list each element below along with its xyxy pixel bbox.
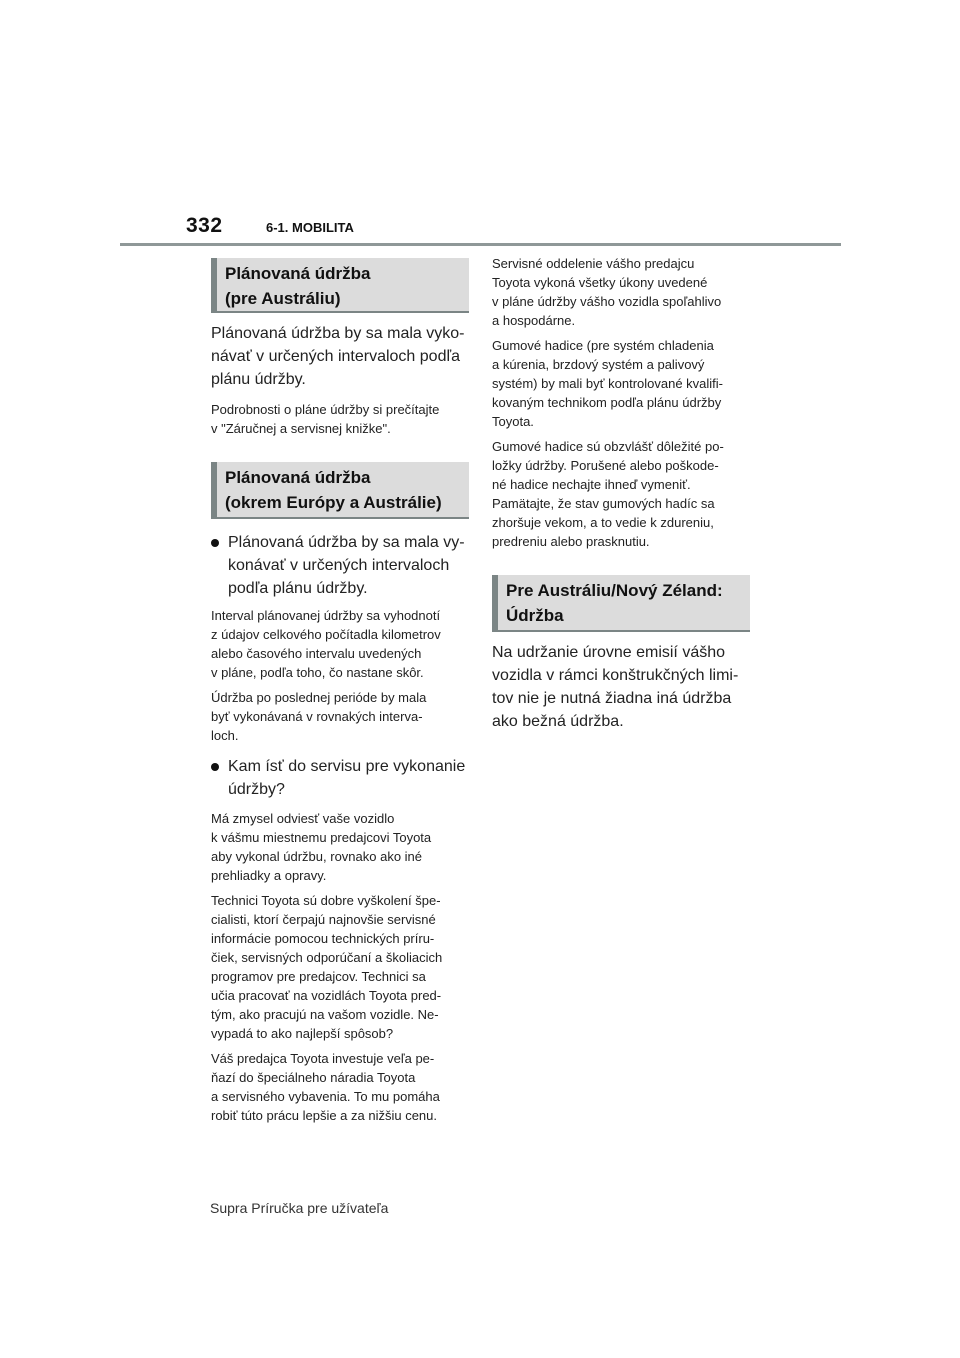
text-line: a hospodárne. <box>492 313 576 328</box>
text-line: byť vykonávaná v rovnakých interva- <box>211 709 423 724</box>
text-line: podľa plánu údržby. <box>228 580 368 597</box>
text-line: systém) by mali byť kontrolované kvalifi- <box>492 376 724 391</box>
text-line: informácie pomocou technických príru- <box>211 931 435 946</box>
text-line: v pláne údržby vášho vozidla spoľahlivo <box>492 294 722 309</box>
text-line: údržby? <box>228 781 285 798</box>
body-paragraph <box>211 688 469 745</box>
text-line: kovaným technikom podľa plánu údržby <box>492 395 722 410</box>
text-line: a servisného vybavenia. To mu pomáha <box>211 1089 440 1104</box>
header-divider <box>120 243 841 246</box>
text-line: konávať v určených intervaloch <box>228 557 450 574</box>
heading-line: Plánovaná údržba <box>225 264 371 283</box>
body-paragraph <box>492 254 750 330</box>
text-line: né hadice nechajte ihneď vymeniť. <box>492 477 691 492</box>
lead-paragraph <box>211 322 469 391</box>
text-line: Toyota. <box>492 414 534 429</box>
body-paragraph <box>211 891 469 1043</box>
text-line: v pláne, podľa toho, čo nastane skôr. <box>211 665 424 680</box>
text-line: zhoršuje vekom, a to vedie k zdureniu, <box>492 515 714 530</box>
heading-line: Pre Austráliu/Nový Zéland: <box>506 581 723 600</box>
body-paragraph <box>492 437 750 551</box>
text-line: ňazí do špeciálneho náradia Toyota <box>211 1070 416 1085</box>
text-line: ako bežná údržba. <box>492 713 624 730</box>
lead-paragraph <box>492 641 750 733</box>
page-number: 332 <box>186 214 223 237</box>
text-line: plánu údržby. <box>211 371 306 388</box>
heading-line: Plánovaná údržba <box>225 468 371 487</box>
text-line: Gumové hadice sú obzvlášť dôležité po- <box>492 439 724 454</box>
bullet-dot-icon <box>211 763 219 771</box>
text-line: ložky údržby. Porušené alebo poškode- <box>492 458 719 473</box>
text-line: učia pracovať na vozidlách Toyota pred- <box>211 988 442 1003</box>
text-line: Údržba po poslednej perióde by mala <box>211 690 427 705</box>
text-line: Servisné oddelenie vášho predajcu <box>492 256 695 271</box>
left-column <box>211 258 469 1125</box>
footer-text: Supra Príručka pre užívateľa <box>210 1200 389 1216</box>
bullet-dot-icon <box>211 539 219 547</box>
text-line: z údajov celkového počítadla kilometrov <box>211 627 441 642</box>
text-line: Plánovaná údržba by sa mala vyko- <box>211 325 465 342</box>
bullet-item <box>211 755 469 801</box>
text-line: a kúrenia, brzdový systém a palivový <box>492 357 705 372</box>
heading-planned-maintenance-australia <box>211 258 469 313</box>
text-line: vozidla v rámci konštrukčných limi- <box>492 667 739 684</box>
text-line: návať v určených intervaloch podľa <box>211 348 461 365</box>
text-line: Na udržanie úrovne emisií vášho <box>492 644 726 661</box>
text-line: Gumové hadice (pre systém chladenia <box>492 338 714 353</box>
text-line: cialisti, ktorí čerpajú najnovšie servisné <box>211 912 436 927</box>
text-line: Plánovaná údržba by sa mala vy- <box>228 534 465 551</box>
text-line: vypadá to ako najlepší spôsob? <box>211 1026 394 1041</box>
text-line: alebo časového intervalu uvedených <box>211 646 422 661</box>
text-line: aby vykonal údržbu, rovnako ako iné <box>211 849 423 864</box>
heading-line: (pre Austráliu) <box>225 289 341 308</box>
note-paragraph <box>211 400 469 438</box>
heading-australia-nz-maintenance <box>492 575 750 632</box>
bullet-item <box>211 531 469 600</box>
text-line: robiť túto prácu lepšie a za nižšiu cenu. <box>211 1108 438 1123</box>
heading-line: (okrem Európy a Austrálie) <box>225 493 442 512</box>
body-paragraph <box>211 809 469 885</box>
text-line: loch. <box>211 728 239 743</box>
body-paragraph <box>211 606 469 682</box>
text-line: tov nie je nutná žiadna iná údržba <box>492 690 732 707</box>
text-line: Pamätajte, že stav gumových hadíc sa <box>492 496 715 511</box>
text-line: Technici Toyota sú dobre vyškolení špe- <box>211 893 441 908</box>
text-line: prehliadky a opravy. <box>211 868 327 883</box>
text-line: Kam ísť do servisu pre vykonanie <box>228 758 466 775</box>
body-paragraph <box>492 336 750 431</box>
text-line: tým, ako pracujú na vašom vozidle. Ne- <box>211 1007 439 1022</box>
body-paragraph <box>211 1049 469 1125</box>
text-line: čiek, servisných odporúčaní a školiacich <box>211 950 443 965</box>
text-line: k vášmu miestnemu predajcovi Toyota <box>211 830 432 845</box>
text-line: programov pre predajcov. Technici sa <box>211 969 426 984</box>
text-line: Toyota vykoná všetky úkony uvedené <box>492 275 708 290</box>
section-title: 6-1. MOBILITA <box>266 220 354 235</box>
text-line: Podrobnosti o pláne údržby si prečítajte <box>211 402 440 417</box>
text-line: Má zmysel odviesť vaše vozidlo <box>211 811 395 826</box>
text-line: Váš predajca Toyota investuje veľa pe- <box>211 1051 435 1066</box>
text-line: v "Záručnej a servisnej knižke". <box>211 421 391 436</box>
heading-planned-maintenance-other <box>211 462 469 519</box>
text-line: predreniu alebo prasknutiu. <box>492 534 650 549</box>
heading-line: Údržba <box>506 606 564 625</box>
right-column <box>492 254 750 733</box>
text-line: Interval plánovanej údržby sa vyhodnotí <box>211 608 441 623</box>
